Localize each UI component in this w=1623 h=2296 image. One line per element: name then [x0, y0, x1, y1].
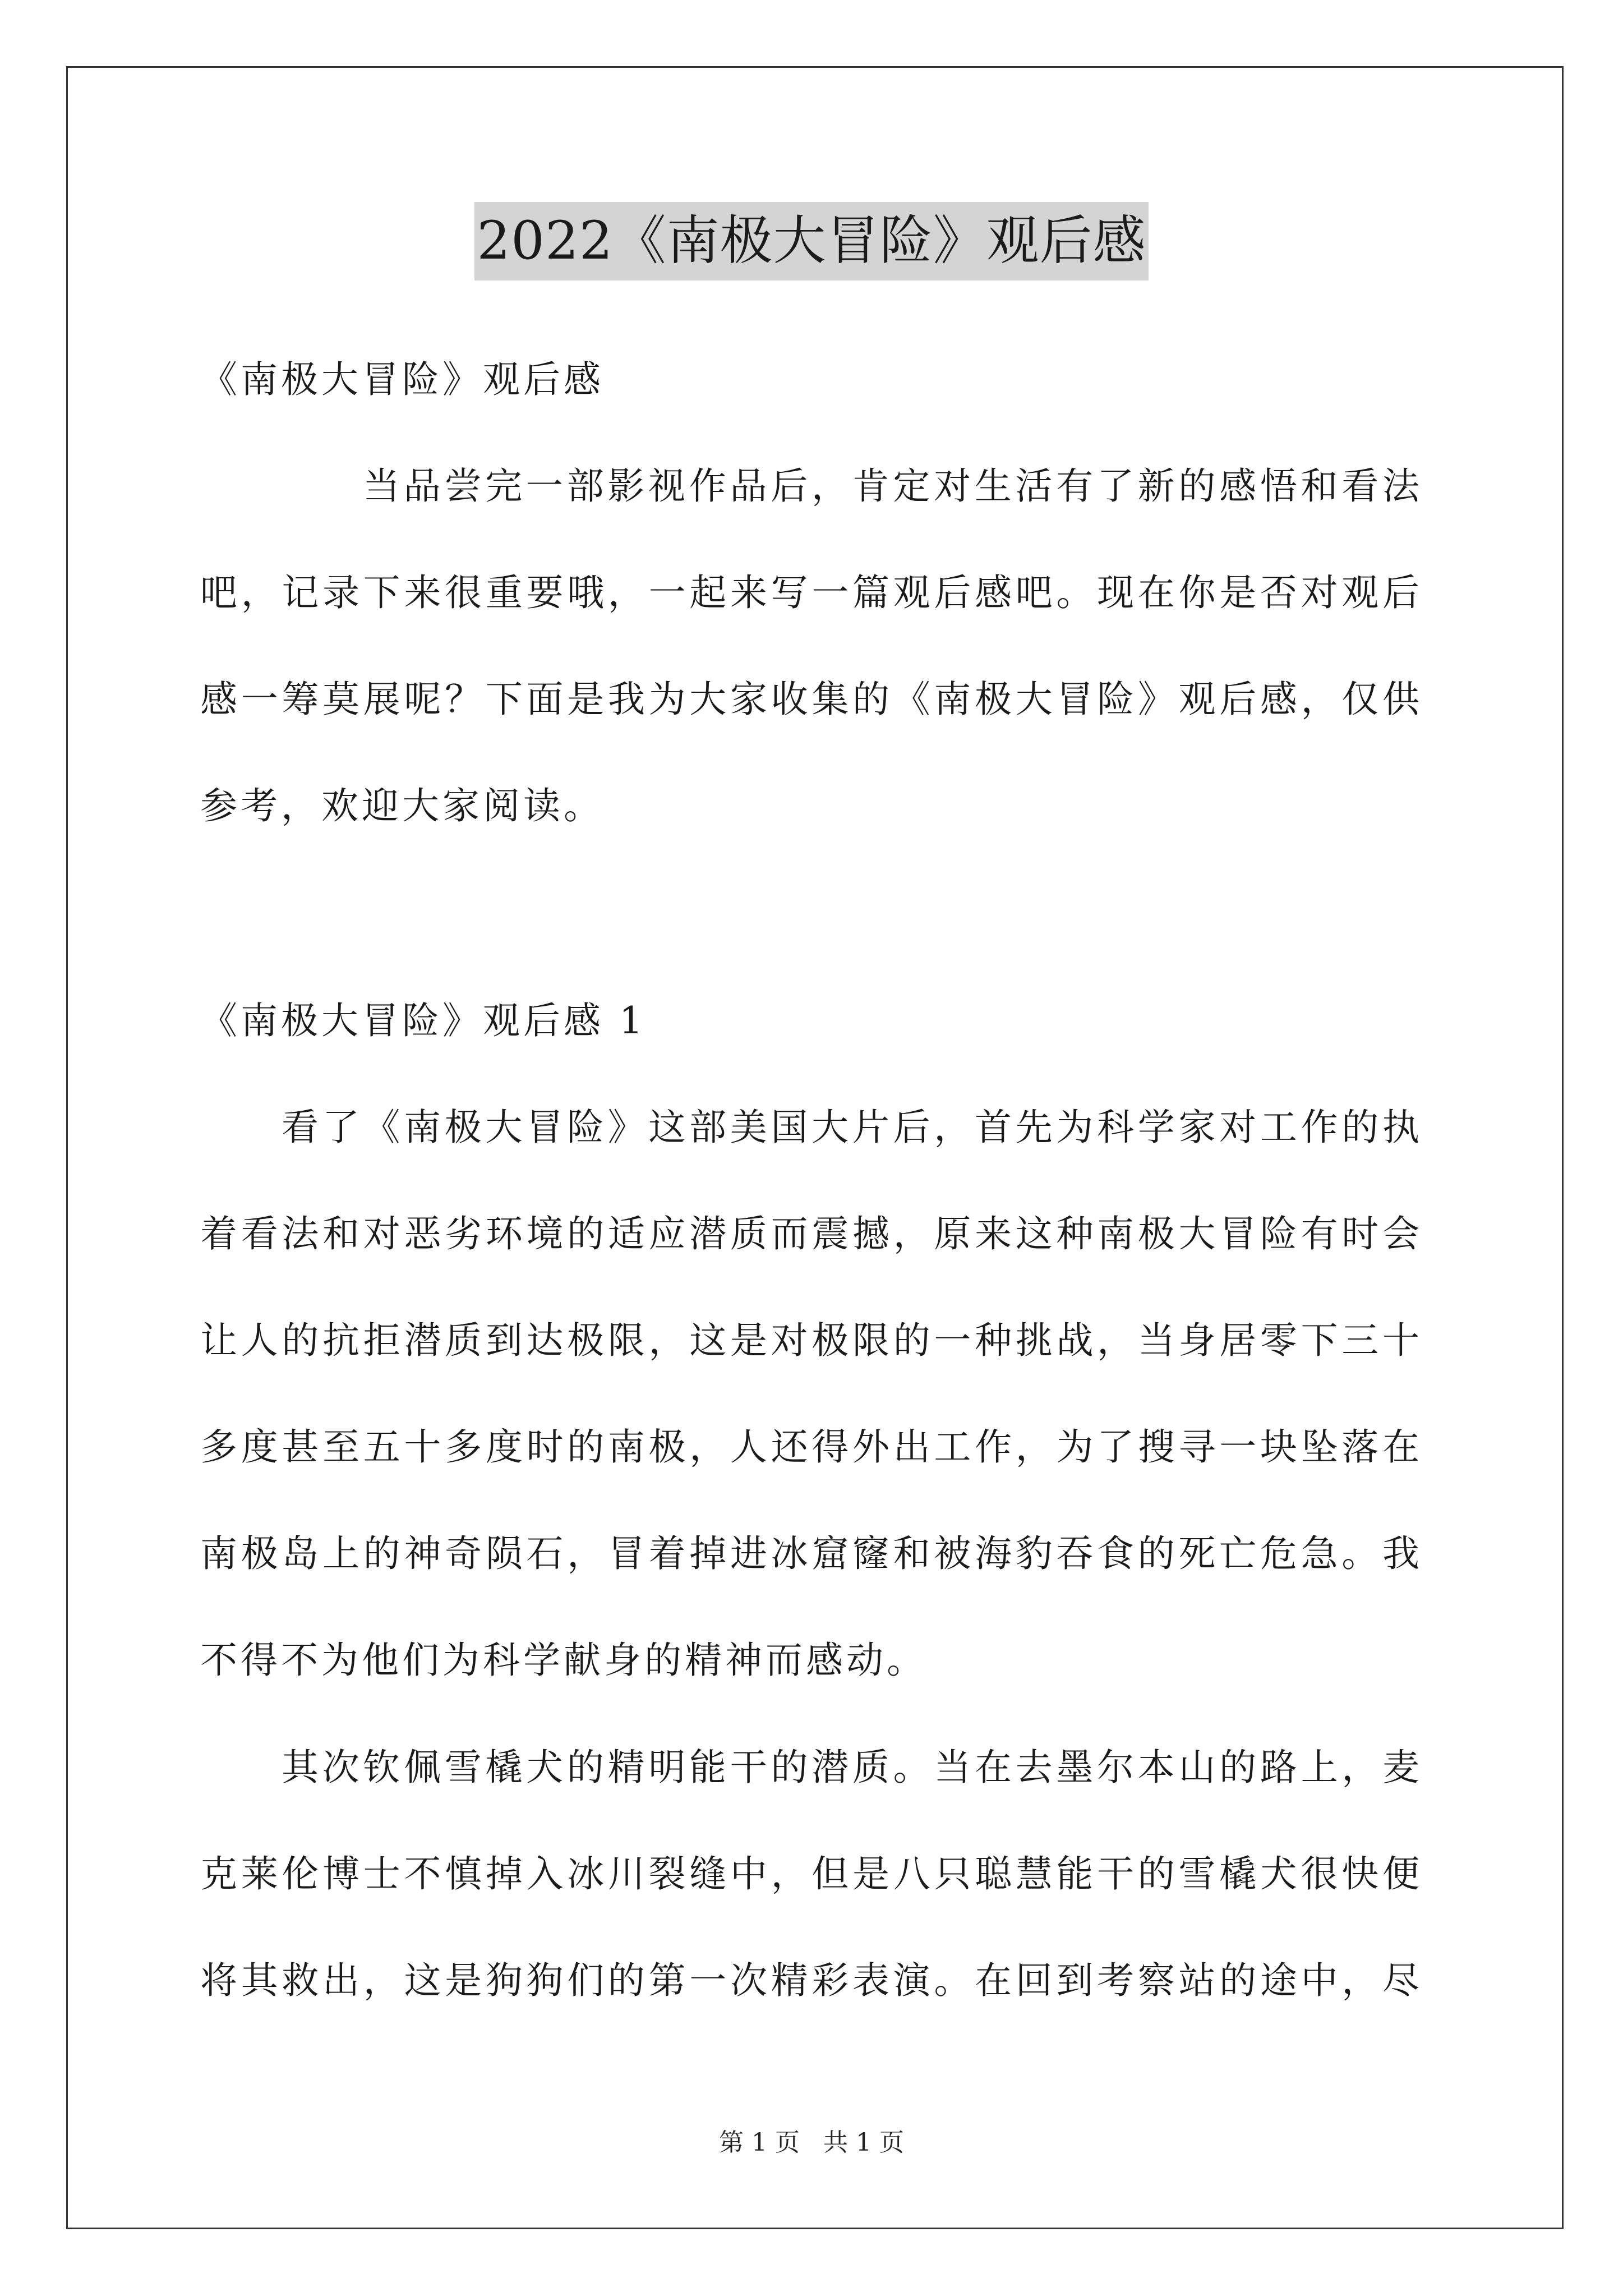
- paragraph-line: 看了《南极大冒险》这部美国大片后，首先为科学家对工作的执: [282, 1106, 1423, 1149]
- paragraph-line: 克莱伦博士不慎掉入冰川裂缝中，但是八只聪慧能干的雪橇犬很快便: [200, 1852, 1423, 1895]
- page-number: 第 1 页: [719, 2128, 800, 2157]
- title-wrap: [0, 202, 1623, 280]
- paragraph-line: 多度甚至五十多度时的南极，人还得外出工作，为了搜寻一块坠落在: [200, 1425, 1423, 1469]
- paragraph-line: 南极岛上的神奇陨石，冒着掉进冰窟窿和被海豹吞食的死亡危急。我: [200, 1532, 1423, 1575]
- paragraph-line: 让人的抗拒潜质到达极限，这是对极限的一种挑战，当身居零下三十: [200, 1319, 1423, 1362]
- paragraph-line: 着看法和对恶劣环境的适应潜质而震撼，原来这种南极大冒险有时会: [200, 1212, 1423, 1255]
- section1-paragraph-2: [200, 1714, 1423, 2034]
- page-footer: [0, 2126, 1623, 2160]
- intro-heading: 《南极大冒险》观后感: [200, 358, 604, 401]
- section1-heading: 《南极大冒险》观后感 1: [200, 999, 646, 1042]
- paragraph-line: 感一筹莫展呢？下面是我为大家收集的《南极大冒险》观后感，仅供: [200, 678, 1423, 721]
- paragraph-line: 将其救出，这是狗狗们的第一次精彩表演。在回到考察站的途中，尽: [200, 1959, 1423, 2002]
- paragraph-line: 参考，欢迎大家阅读。: [200, 784, 604, 827]
- paragraph-line: 不得不为他们为科学献身的精神而感动。: [200, 1639, 927, 1682]
- paragraph-line: 当品尝完一部影视作品后，肯定对生活有了新的感悟和看法: [363, 464, 1423, 508]
- document-title: 2022《南极大冒险》观后感: [474, 202, 1148, 280]
- intro-paragraph: [200, 433, 1423, 859]
- section1-paragraph-1: [200, 1074, 1423, 1714]
- page-total: 共 1 页: [823, 2128, 904, 2157]
- paragraph-line: 其次钦佩雪橇犬的精明能干的潜质。当在去墨尔本山的路上，麦: [282, 1746, 1423, 1789]
- paragraph-line: 吧，记录下来很重要哦，一起来写一篇观后感吧。现在你是否对观后: [200, 571, 1423, 614]
